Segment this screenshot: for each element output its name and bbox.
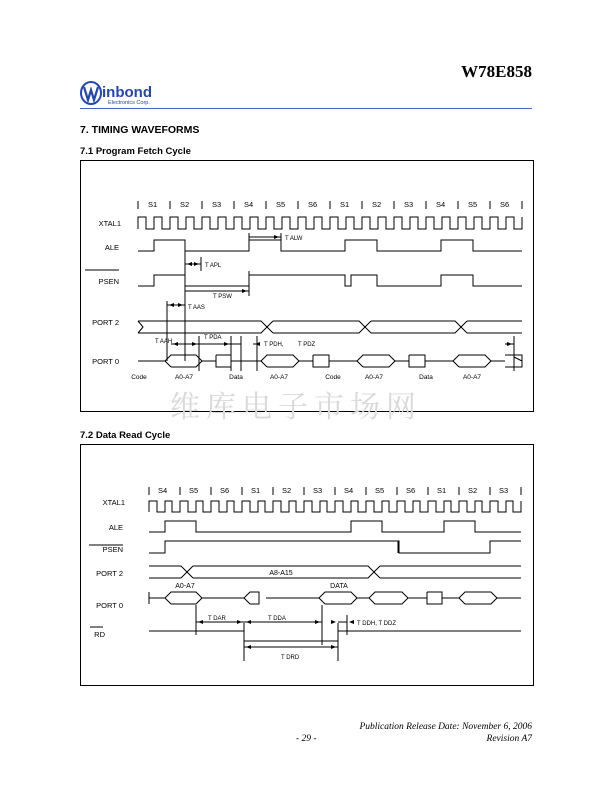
part-number: W78E858 [461,62,532,81]
read-state: S5 [189,486,199,495]
section-title: 7. TIMING WAVEFORMS [80,124,200,136]
fetch-signal-label: XTAL1 [98,219,121,228]
read-signal-label: RD [94,630,105,639]
read-title: 7.2 Data Read Cycle [80,430,171,441]
fetch-signal-label: PORT 0 [92,357,119,366]
fetch-title: 7.1 Program Fetch Cycle [80,146,191,157]
read-port0-bus [149,592,521,604]
fetch-state: S5 [276,200,286,209]
fetch-signal-labels [92,219,121,366]
read-signal-label: ALE [108,523,123,532]
fetch-state: S6 [500,200,510,209]
read-signal-labels [94,498,125,639]
timing-label: T AAS [188,305,205,311]
read-signal-label: PSEN [102,545,123,554]
winbond-logo [80,80,170,106]
fetch-waveform-svg [81,161,533,411]
read-state: S3 [499,486,509,495]
fetch-xtal1-wave [138,217,522,229]
read-state: S6 [220,486,230,495]
fetch-signal-label: ALE [104,243,119,252]
fetch-state: S3 [404,200,414,209]
fetch-state: S2 [180,200,190,209]
port0-label: Code [325,374,341,381]
footer-publication-date: Publication Release Date: November 6, 2006 [359,722,532,732]
read-state: S2 [468,486,478,495]
port0-data-label: DATA [330,583,348,590]
fetch-timing-lines [167,233,514,371]
timing-label: T PDA [204,335,222,341]
timing-label: T PDH, [264,342,284,348]
fetch-ale-wave [138,240,522,251]
read-port2-bus [149,566,521,578]
fetch-timing-labels [155,236,316,348]
logo-subtext: Electronics Corp. [108,100,150,106]
read-state: S4 [344,486,354,495]
read-state-ticks [149,487,521,495]
fetch-state-ticks [138,201,522,209]
port0-label: A0-A7 [174,374,194,381]
fetch-signal-label: PORT 2 [92,318,119,327]
fetch-state: S1 [148,200,158,209]
winbond-logo-mark [80,80,170,106]
read-xtal1-wave [149,501,521,512]
read-signal-label: XTAL1 [102,498,125,507]
read-waveform-svg [81,445,533,685]
read-signal-label: PORT 2 [96,569,123,578]
fetch-signal-label: PSEN [98,277,119,286]
fetch-state: S1 [340,200,350,209]
fetch-state: S4 [436,200,446,209]
timing-label: T DRD [281,655,300,661]
port0-label: Data [419,374,433,381]
timing-label: T DAR [208,616,226,622]
read-ale-wave [149,521,521,532]
timing-label: T DDA [268,616,286,622]
read-state: S3 [313,486,323,495]
read-state: S1 [251,486,261,495]
read-arrowheads [198,620,354,649]
port0-label: A0-A7 [364,374,384,381]
read-timing-lines [196,605,347,661]
fetch-state: S3 [212,200,222,209]
fetch-port0-labels [131,374,481,381]
read-timing-labels [208,616,396,661]
timing-label: T APL [205,263,222,269]
header-rule [80,108,532,109]
port2-bus-label: A8-A15 [269,570,293,577]
footer-revision: Revision A7 [486,734,532,744]
read-state: S6 [406,486,416,495]
fetch-state: S4 [244,200,254,209]
timing-label: T ALW [285,236,303,242]
read-diagram [80,444,534,686]
fetch-port0-bus [138,355,522,367]
timing-label: T PSW [213,294,232,300]
fetch-state: S6 [308,200,318,209]
read-psen-wave [149,541,399,553]
fetch-psen-wave [138,275,522,286]
port0-address-label: A0-A7 [175,583,195,590]
fetch-port2-bus [138,321,522,333]
read-state: S1 [437,486,447,495]
fetch-state: S2 [372,200,382,209]
watermark: 维库电子市场网 [170,390,422,425]
read-signal-label: PORT 0 [96,601,123,610]
port0-label: A0-A7 [462,374,482,381]
logo-text: inbond [102,84,152,101]
read-state: S5 [375,486,385,495]
port0-label: A0-A7 [269,374,289,381]
read-state: S4 [158,486,168,495]
port0-label: Data [229,374,243,381]
timing-label: T AAH [155,339,173,345]
footer-page-number: - 29 - [296,734,317,744]
timing-label: T DDH, T DDZ [357,621,397,627]
fetch-state: S5 [468,200,478,209]
read-rd-wave [149,631,521,641]
read-state: S2 [282,486,292,495]
port0-label: Code [131,374,147,381]
timing-label: T PDZ [298,342,316,348]
fetch-diagram [80,160,534,412]
